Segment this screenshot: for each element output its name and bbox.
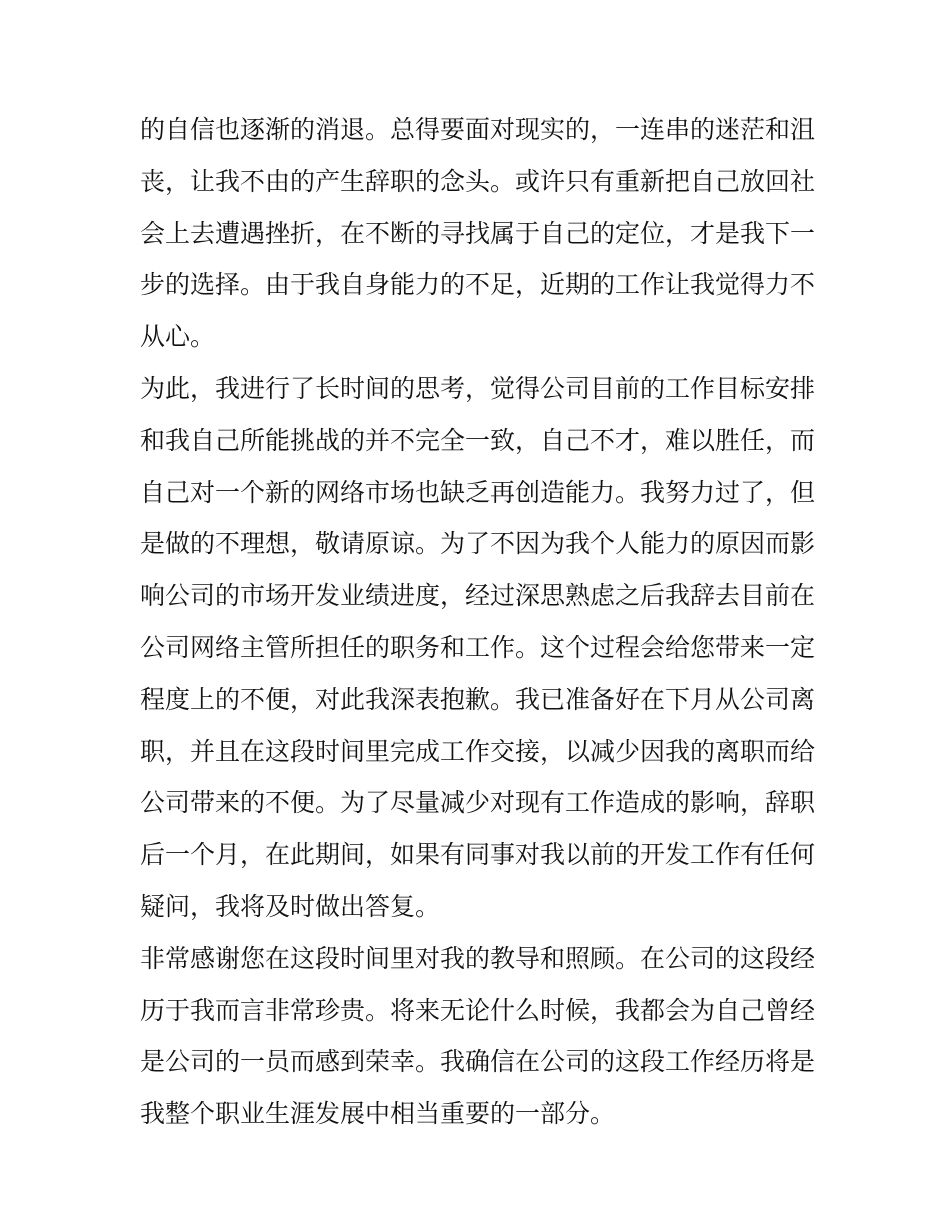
paragraph-2 — [140, 363, 816, 933]
paragraph-1 — [140, 104, 816, 363]
text-line: 步的选择。由于我自身能力的不足，近期的工作让我觉得力不 — [140, 270, 816, 300]
document-body — [140, 104, 816, 1140]
paragraph-3 — [140, 933, 816, 1140]
text-line: 疑问，我将及时做出答复。 — [140, 891, 441, 921]
text-line: 的自信也逐渐的消退。总得要面对现实的，一连串的迷茫和沮 — [140, 115, 816, 144]
text-line: 自己对一个新的网络市场也缺乏再创造能力。我努力过了，但 — [140, 477, 816, 507]
text-line: 历于我而言非常珍贵。将来无论什么时候，我都会为自己曾经 — [140, 995, 816, 1025]
text-line: 后一个月，在此期间，如果有同事对我以前的开发工作有任何 — [140, 840, 816, 870]
text-line: 和我自己所能挑战的并不完全一致，自己不才，难以胜任，而 — [140, 425, 816, 455]
text-line: 是公司的一员而感到荣幸。我确信在公司的这段工作经历将是 — [140, 1047, 816, 1077]
text-line: 是做的不理想，敬请原谅。为了不因为我个人能力的原因而影 — [140, 529, 816, 559]
text-line: 公司网络主管所担任的职务和工作。这个过程会给您带来一定 — [140, 632, 816, 662]
text-line: 从心。 — [140, 322, 216, 352]
text-line: 我整个职业生涯发展中相当重要的一部分。 — [140, 1099, 616, 1129]
text-line: 公司带来的不便。为了尽量减少对现有工作造成的影响，辞职 — [140, 788, 816, 818]
text-line: 职，并且在这段时间里完成工作交接，以减少因我的离职而给 — [140, 736, 816, 766]
text-line: 为此，我进行了长时间的思考，觉得公司目前的工作目标安排 — [140, 373, 816, 403]
text-line: 非常感谢您在这段时间里对我的教导和照顾。在公司的这段经 — [140, 943, 816, 973]
text-line: 响公司的市场开发业绩进度，经过深思熟虑之后我辞去目前在 — [140, 581, 816, 611]
text-line: 会上去遭遇挫折，在不断的寻找属于自己的定位，才是我下一 — [140, 218, 816, 248]
text-line: 丧，让我不由的产生辞职的念头。或许只有重新把自己放回社 — [140, 166, 816, 196]
text-line: 程度上的不便，对此我深表抱歉。我已准备好在下月从公司离 — [140, 684, 816, 714]
